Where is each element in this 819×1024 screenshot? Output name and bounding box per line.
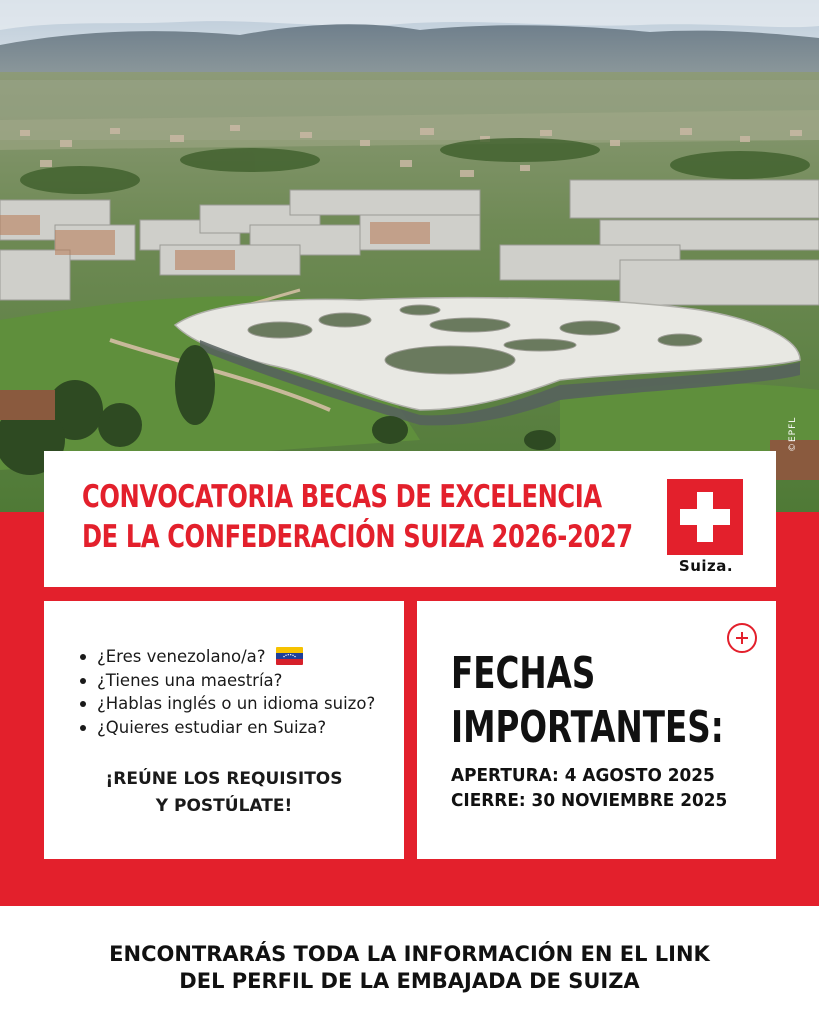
list-item: ¿Hablas inglés o un idioma suizo? bbox=[77, 692, 375, 716]
cta-line-1: ¡REÚNE LOS REQUISITOS bbox=[105, 769, 343, 789]
cta-line-2: Y POSTÚLATE! bbox=[155, 796, 293, 816]
title-line-1: CONVOCATORIA BECAS DE EXCELENCIA bbox=[82, 479, 602, 515]
footer-line-2: DEL PERFIL DE LA EMBAJADA DE SUIZA bbox=[179, 969, 640, 993]
title-card bbox=[44, 451, 776, 587]
opening-date: APERTURA: 4 AGOSTO 2025 bbox=[451, 765, 715, 786]
important-dates-card bbox=[417, 601, 776, 859]
list-item: ¿Quieres estudiar en Suiza? bbox=[77, 716, 375, 740]
dates-heading-line-1: FECHAS bbox=[451, 648, 596, 699]
question-text: ¿Eres venezolano/a? bbox=[97, 647, 266, 666]
eligibility-questions-list bbox=[77, 645, 375, 739]
dates-heading bbox=[451, 647, 724, 755]
title-line-2: DE LA CONFEDERACIÓN SUIZA 2026-2027 bbox=[82, 519, 633, 555]
eligibility-card bbox=[44, 601, 404, 859]
footer-info-text bbox=[0, 941, 819, 995]
list-item: ¿Tienes una maestría? bbox=[77, 669, 375, 693]
venezuela-flag-icon bbox=[276, 647, 303, 665]
swiss-cross-logo bbox=[667, 479, 743, 555]
footer-line-1: ENCONTRARÁS TODA LA INFORMACIÓN EN EL LINK bbox=[109, 942, 710, 966]
swiss-cross-horizontal bbox=[680, 509, 730, 525]
list-item bbox=[77, 645, 375, 669]
date-list bbox=[451, 763, 727, 813]
call-to-action bbox=[44, 766, 404, 820]
dates-heading-line-2: IMPORTANTES: bbox=[451, 702, 724, 753]
closing-date: CIERRE: 30 NOVIEMBRE 2025 bbox=[451, 790, 728, 811]
page-title bbox=[82, 477, 633, 557]
logo-label: Suiza. bbox=[678, 557, 734, 575]
plus-circle-icon[interactable] bbox=[727, 623, 757, 653]
photo-credit: ©EPFL bbox=[788, 416, 798, 452]
